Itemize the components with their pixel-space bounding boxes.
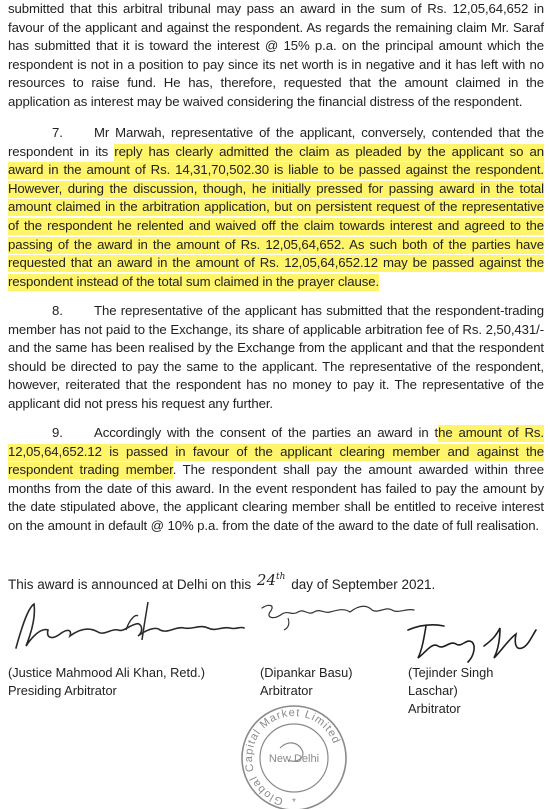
signatory-name: (Dipankar Basu) [260, 665, 353, 680]
paragraph-text: Mr Marwah, representative of the applicant, conversely, contended that the respondent in its [8, 125, 544, 159]
stamp-ring-text: Global Capital Market Limited [242, 706, 343, 808]
signatory-role: Presiding Arbitrator [8, 683, 117, 698]
paragraph-text: The representative of the applicant has submitted that the respondent-trading member has not paid to the Exchange, its share of applicable arbitration fee of Rs. 2,50,431/- and the same has been realised by the Exchange from the applicant and that the respondent should be directed to pay the same to the applicant. The representative of the respondent, however, reiterated that the respondent has no money to pay it. The representative of the applicant did not press his request any further. [8, 303, 544, 411]
paragraph-number: 9. [52, 425, 63, 440]
signatory-role: Arbitrator [260, 683, 313, 698]
company-stamp [232, 700, 356, 809]
intro-paragraph: submitted that this arbitral tribunal may pass an award in the sum of Rs. 12,05,64,652 in favour of the applicant and against the respondent. As regards the remaining claim Mr. Saraf has submitted that it is toward the interest @ 15% p.a. on the principal amount which the respondent is not in a position to pay since its net worth is in negative and it has left with no resources to raise fund. He has, therefore, requested that the amount claimed in the application as interest may be waived considering the financial distress of the respondent. [8, 1, 544, 109]
paragraph-8 [8, 302, 544, 414]
highlighted-text: he amount of Rs. 12,05,64,652.12 is passed in favour of the applicant clearing member and against the respondent trading member [8, 425, 544, 478]
paragraph-7 [8, 124, 544, 291]
signatory-2 [260, 664, 352, 700]
highlighted-text: reply has clearly admitted the claim as pleaded by the applicant so an award in the amount of Rs. 14,31,70,502.30 is liable to be passed against the respondent. However, during the discussion, though, he initially pressed for passing award in the total amount claimed in the arbitration application, but on persistent request of the representative of the respondent he relented and waived off the claim towards interest and agreed to the passing of the award in the amount of Rs. 12,05,64,652. As such both of the parties have requested that an award in the amount of Rs. 12,05,64,652.12 may be passed against the respondent instead of the total sum claimed in the prayer clause. [8, 143, 544, 289]
signatory-1 [8, 664, 205, 700]
svg-text:*: * [292, 797, 296, 808]
announcement-line [8, 571, 436, 593]
handwritten-day: 24th [256, 571, 286, 589]
signature-1 [8, 596, 248, 656]
paragraph-9 [8, 424, 544, 536]
signatory-role: Arbitrator [408, 701, 461, 716]
signatory-3 [408, 664, 544, 718]
paragraph-number: 8. [52, 303, 63, 318]
paragraph-number: 7. [52, 125, 63, 140]
stamp-center-text: New Delhi [268, 753, 320, 765]
signature-3 [404, 616, 544, 666]
signature-2 [258, 598, 418, 632]
signatory-name: (Justice Mahmood Ali Khan, Retd.) [8, 665, 206, 680]
paragraph-text-rest: . The respondent shall pay the amount awarded within three months from the date of this award. In the event respondent has failed to pay the amount by the date stipulated above, the applicant clearing member shall be entitled to receive interest on the amount in default @ 10% p.a. from the date of the award to the date of full realisation. [8, 462, 544, 533]
announcement-suffix: day of September 2021. [291, 577, 436, 592]
announcement-prefix: This award is announced at Delhi on this [8, 577, 252, 592]
paragraph-text: Accordingly with the consent of the parties an award in t [94, 425, 439, 440]
signatory-name: (Tejinder Singh Laschar) [408, 665, 494, 698]
